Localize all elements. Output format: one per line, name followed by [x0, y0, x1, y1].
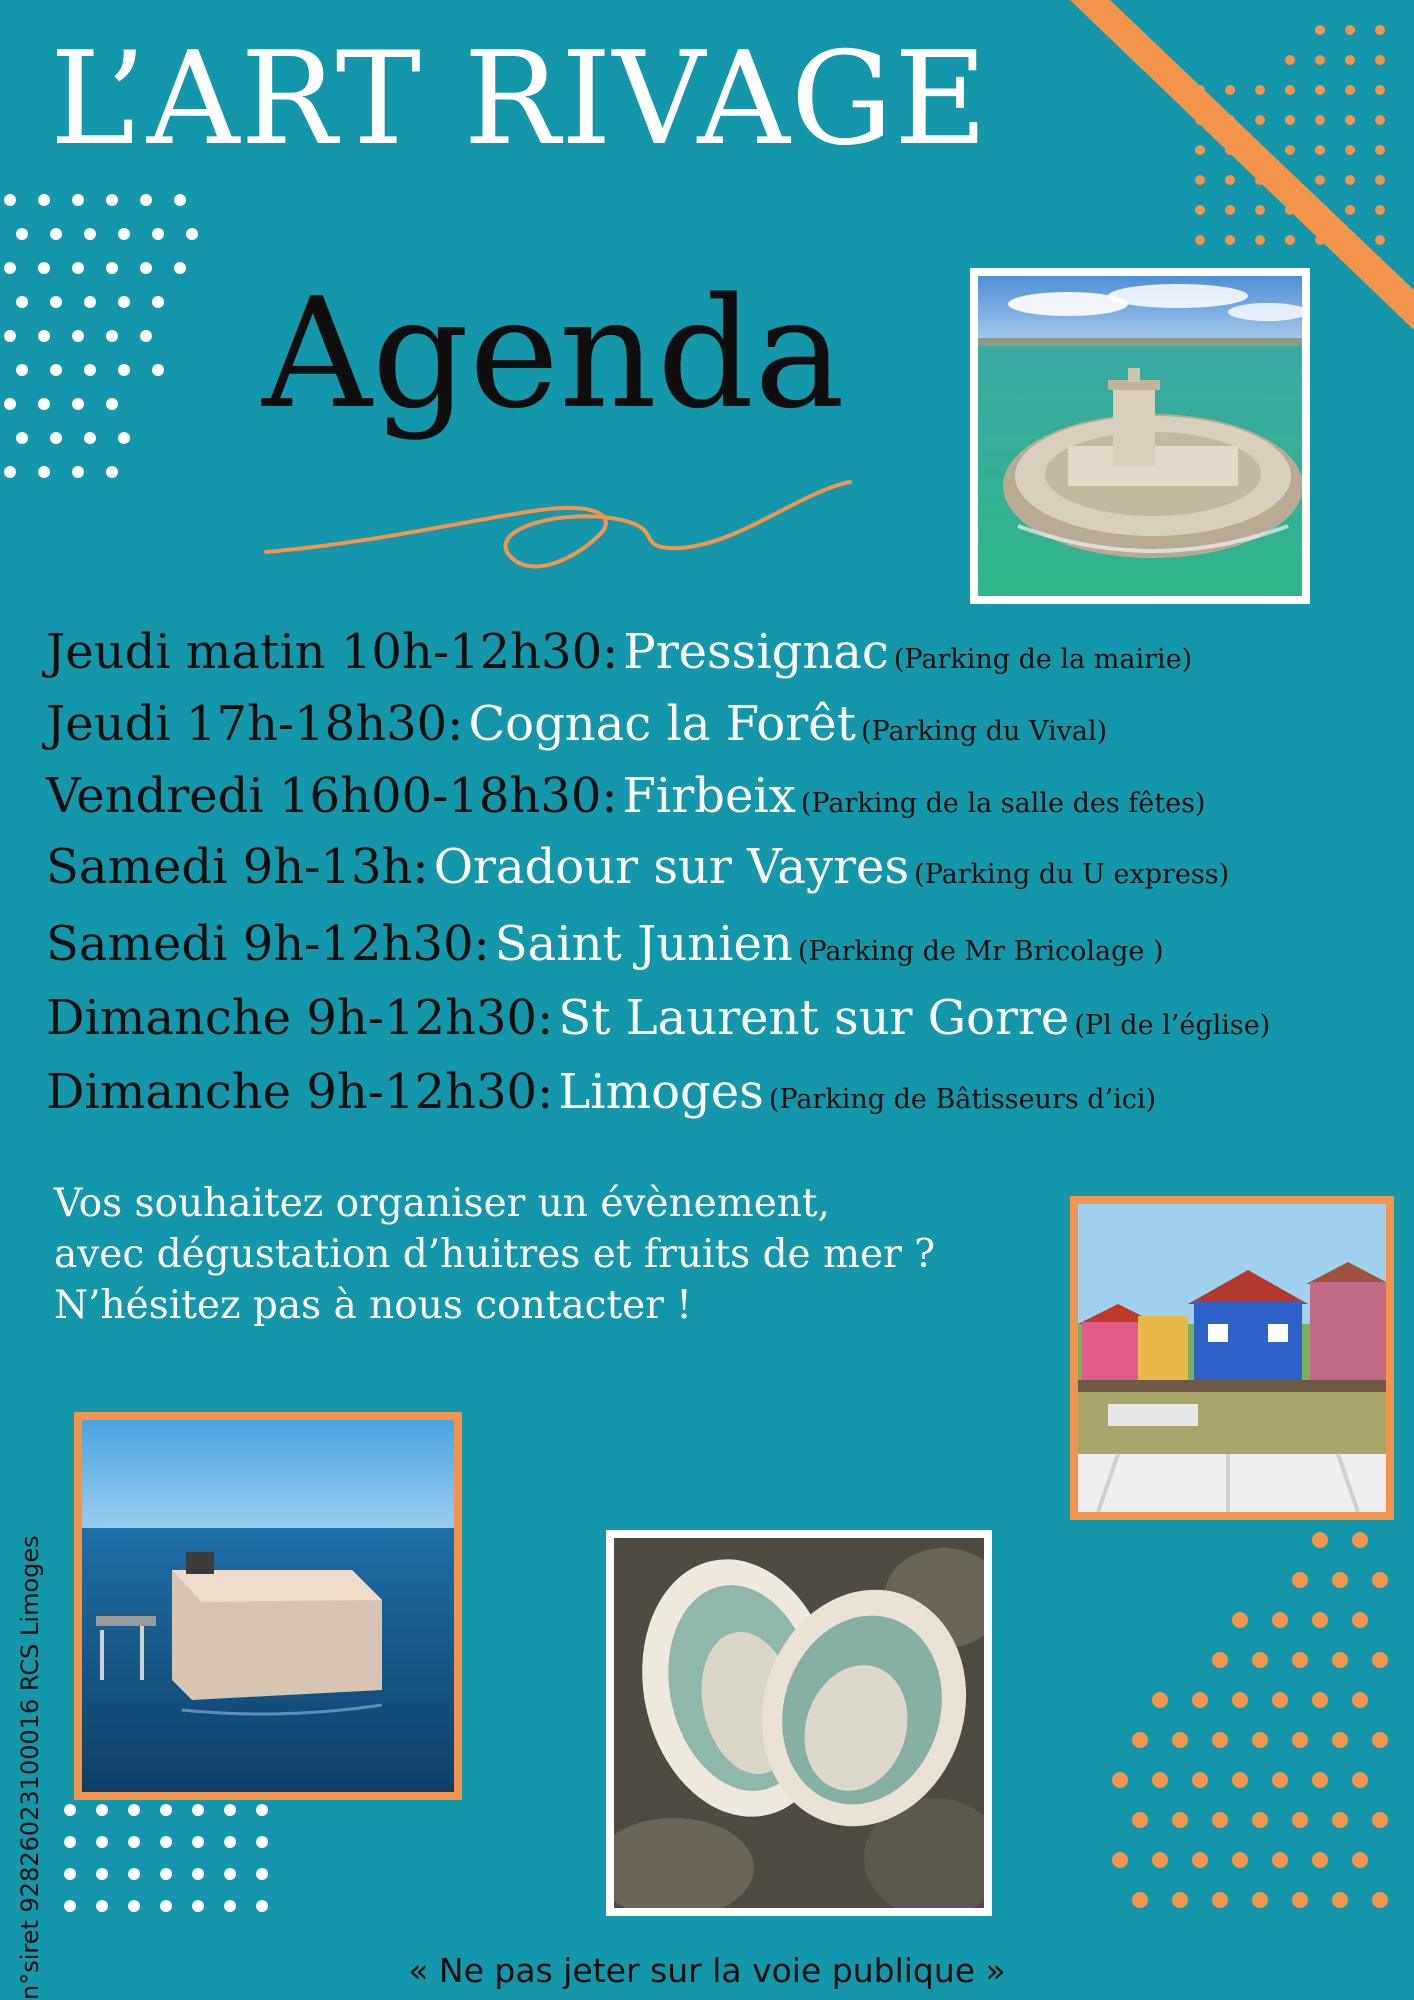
decorative-dot — [160, 1836, 172, 1848]
white-dot-pattern-bottom-left — [60, 1800, 300, 1950]
decorative-dot — [1255, 85, 1265, 95]
decorative-dot — [1375, 115, 1385, 125]
decorative-dot — [140, 194, 152, 206]
decorative-dot — [1352, 1612, 1368, 1628]
decorative-dot — [1345, 55, 1355, 65]
decorative-dot — [224, 1804, 236, 1816]
decorative-dot — [1332, 1812, 1348, 1828]
decorative-dot — [1232, 1692, 1248, 1708]
oysters-photo — [606, 1530, 992, 1916]
schedule-place: (Parking de la mairie) — [893, 644, 1193, 675]
decorative-dot — [72, 466, 84, 478]
decorative-dot — [1372, 1892, 1388, 1908]
invitation-line-3: N’hésitez pas à nous contacter ! — [54, 1283, 692, 1328]
schedule-place: (Parking du Vival) — [861, 716, 1108, 747]
decorative-dot — [1232, 1772, 1248, 1788]
decorative-dot — [64, 1900, 76, 1912]
schedule-row-5 — [46, 916, 1164, 972]
decorative-dot — [1212, 1892, 1228, 1908]
decorative-dot — [50, 228, 62, 240]
decorative-dot — [224, 1900, 236, 1912]
schedule-row-2 — [46, 696, 1108, 752]
decorative-dot — [72, 398, 84, 410]
white-dot-pattern-top-right — [1190, 20, 1414, 270]
decorative-dot — [1112, 1852, 1128, 1868]
decorative-dot — [1315, 115, 1325, 125]
decorative-dot — [16, 364, 28, 376]
decorative-dot — [38, 262, 50, 274]
decorative-dot — [1285, 115, 1295, 125]
decorative-dot — [4, 262, 16, 274]
schedule-place: (Pl de l’église) — [1074, 1010, 1271, 1041]
decorative-dot — [1372, 1732, 1388, 1748]
decorative-dot — [1252, 1812, 1268, 1828]
decorative-dot — [106, 330, 118, 342]
decorative-dot — [1195, 145, 1205, 155]
decorative-dot — [1232, 1612, 1248, 1628]
decorative-dot — [256, 1836, 268, 1848]
decorative-dot — [1152, 1772, 1168, 1788]
decorative-dot — [96, 1900, 108, 1912]
decorative-dot — [1375, 25, 1385, 35]
schedule-town: St Laurent sur Gorre — [558, 990, 1070, 1046]
schedule-town: Cognac la Forêt — [468, 696, 856, 752]
schedule-town: Firbeix — [622, 768, 796, 824]
decorative-dot — [1332, 1652, 1348, 1668]
decorative-dot — [1315, 235, 1325, 245]
decorative-dot — [1272, 1772, 1288, 1788]
decorative-dot — [128, 1836, 140, 1848]
decorative-dot — [1132, 1812, 1148, 1828]
decorative-dot — [1312, 1772, 1328, 1788]
decorative-dot — [1255, 205, 1265, 215]
siret-registration: n°siret 92826023100016 RCS Limoges — [16, 1535, 44, 2000]
decorative-dot — [1372, 1652, 1388, 1668]
decorative-dot — [1285, 55, 1295, 65]
decorative-dot — [1195, 235, 1205, 245]
decorative-dot — [1132, 1732, 1148, 1748]
decorative-dot — [38, 194, 50, 206]
decorative-dot — [140, 330, 152, 342]
decorative-dot — [1345, 25, 1355, 35]
decorative-dot — [64, 1836, 76, 1848]
decorative-dot — [174, 194, 186, 206]
decorative-dot — [1152, 1692, 1168, 1708]
decorative-dot — [1312, 1852, 1328, 1868]
decorative-dot — [96, 1804, 108, 1816]
schedule-place: (Parking de la salle des fêtes) — [800, 788, 1206, 819]
decorative-dot — [1292, 1652, 1308, 1668]
schedule-time: Jeudi 17h-18h30: — [46, 696, 464, 752]
decorative-dot — [256, 1900, 268, 1912]
decorative-dot — [84, 364, 96, 376]
schedule-row-6 — [46, 990, 1271, 1046]
decorative-dot — [1252, 1892, 1268, 1908]
decorative-dot — [192, 1836, 204, 1848]
decorative-dot — [128, 1868, 140, 1880]
decorative-dot — [96, 1836, 108, 1848]
decorative-dot — [1195, 205, 1205, 215]
decorative-dot — [1352, 1692, 1368, 1708]
decorative-dot — [192, 1900, 204, 1912]
decorative-dot — [1345, 175, 1355, 185]
schedule-time: Samedi 9h-12h30: — [46, 916, 490, 972]
decorative-dot — [38, 330, 50, 342]
decorative-dot — [1352, 1772, 1368, 1788]
decorative-dot — [1332, 1732, 1348, 1748]
decorative-dot — [84, 432, 96, 444]
orange-dot-pattern-bottom-right — [1110, 1530, 1414, 1970]
decorative-dot — [1272, 1692, 1288, 1708]
schedule-town: Saint Junien — [494, 916, 793, 972]
decorative-dot — [1332, 1572, 1348, 1588]
decorative-dot — [256, 1868, 268, 1880]
schedule-row-7 — [46, 1064, 1157, 1120]
invitation-line-2: avec dégustation d’huitres et fruits de mer ? — [54, 1232, 936, 1277]
decorative-dot — [186, 228, 198, 240]
decorative-dot — [128, 1900, 140, 1912]
decorative-dot — [38, 466, 50, 478]
decorative-dot — [1225, 115, 1235, 125]
decorative-dot — [72, 194, 84, 206]
decorative-dot — [50, 364, 62, 376]
decorative-dot — [118, 432, 130, 444]
decorative-dot — [1225, 175, 1235, 185]
decorative-dot — [160, 1900, 172, 1912]
decorative-dot — [4, 466, 16, 478]
decorative-dot — [1285, 145, 1295, 155]
fort-boyard-photo — [74, 1412, 462, 1800]
decorative-dot — [118, 364, 130, 376]
decorative-dot — [1192, 1692, 1208, 1708]
decorative-dot — [64, 1868, 76, 1880]
decorative-dot — [256, 1804, 268, 1816]
decorative-dot — [1195, 175, 1205, 185]
decorative-dot — [1332, 1892, 1348, 1908]
schedule-row-1 — [46, 624, 1193, 680]
decorative-dot — [72, 262, 84, 274]
decorative-dot — [16, 228, 28, 240]
orange-wave-flourish — [260, 470, 860, 580]
decorative-dot — [1192, 1852, 1208, 1868]
decorative-dot — [1352, 1852, 1368, 1868]
decorative-dot — [1272, 1852, 1288, 1868]
brand-title: L’ART RIVAGE — [50, 25, 989, 174]
decorative-dot — [1195, 115, 1205, 125]
decorative-dot — [1312, 1612, 1328, 1628]
decorative-dot — [1315, 55, 1325, 65]
decorative-dot — [72, 330, 84, 342]
schedule-row-4 — [46, 839, 1230, 895]
decorative-dot — [1292, 1732, 1308, 1748]
fort-louvois-photo — [970, 268, 1310, 604]
decorative-dot — [152, 296, 164, 308]
decorative-dot — [1212, 1812, 1228, 1828]
decorative-dot — [1292, 1812, 1308, 1828]
decorative-dot — [4, 330, 16, 342]
decorative-dot — [1212, 1732, 1228, 1748]
decorative-dot — [84, 296, 96, 308]
event-invitation — [54, 1178, 935, 1331]
decorative-dot — [1172, 1812, 1188, 1828]
decorative-dot — [160, 1868, 172, 1880]
schedule-place: (Parking de Mr Bricolage ) — [797, 936, 1164, 967]
decorative-dot — [1172, 1732, 1188, 1748]
decorative-dot — [1345, 85, 1355, 95]
decorative-dot — [1375, 205, 1385, 215]
decorative-dot — [128, 1804, 140, 1816]
decorative-dot — [1255, 145, 1265, 155]
white-dot-pattern-left — [0, 190, 200, 540]
decorative-dot — [1252, 1732, 1268, 1748]
decorative-dot — [1315, 145, 1325, 155]
decorative-dot — [64, 1804, 76, 1816]
decorative-dot — [1315, 175, 1325, 185]
decorative-dot — [192, 1804, 204, 1816]
oyster-huts-photo — [1070, 1196, 1394, 1520]
decorative-dot — [1312, 1532, 1328, 1548]
schedule-time: Vendredi 16h00-18h30: — [46, 768, 618, 824]
decorative-dot — [106, 194, 118, 206]
decorative-dot — [1225, 205, 1235, 215]
decorative-dot — [1315, 85, 1325, 95]
schedule-time: Dimanche 9h-12h30: — [46, 1064, 554, 1120]
invitation-line-1: Vos souhaitez organiser un évènement, — [54, 1181, 830, 1226]
decorative-dot — [1152, 1852, 1168, 1868]
footer-notice: « Ne pas jeter sur la voie publique » — [408, 1951, 1006, 1990]
decorative-dot — [174, 262, 186, 274]
decorative-dot — [1345, 235, 1355, 245]
schedule-time: Dimanche 9h-12h30: — [46, 990, 554, 1046]
decorative-dot — [1285, 235, 1295, 245]
decorative-dot — [224, 1836, 236, 1848]
decorative-dot — [1292, 1892, 1308, 1908]
decorative-dot — [1112, 1772, 1128, 1788]
decorative-dot — [152, 228, 164, 240]
decorative-dot — [1375, 85, 1385, 95]
decorative-dot — [1252, 1652, 1268, 1668]
decorative-dot — [1172, 1892, 1188, 1908]
schedule-town: Limoges — [558, 1064, 764, 1120]
decorative-dot — [1232, 1852, 1248, 1868]
decorative-dot — [1225, 145, 1235, 155]
decorative-dot — [192, 1868, 204, 1880]
decorative-dot — [106, 466, 118, 478]
decorative-dot — [1315, 205, 1325, 215]
schedule-town: Pressignac — [623, 624, 889, 680]
decorative-dot — [1212, 1652, 1228, 1668]
decorative-dot — [38, 398, 50, 410]
decorative-dot — [84, 228, 96, 240]
decorative-dot — [1372, 1572, 1388, 1588]
schedule-place: (Parking du U express) — [914, 859, 1230, 890]
decorative-dot — [16, 296, 28, 308]
decorative-dot — [4, 398, 16, 410]
decorative-dot — [224, 1868, 236, 1880]
decorative-dot — [1372, 1812, 1388, 1828]
decorative-dot — [118, 296, 130, 308]
decorative-dot — [16, 432, 28, 444]
decorative-dot — [1132, 1892, 1148, 1908]
decorative-dot — [1192, 1772, 1208, 1788]
agenda-heading: Agenda — [262, 265, 845, 442]
decorative-dot — [1345, 145, 1355, 155]
decorative-dot — [1225, 85, 1235, 95]
decorative-dot — [106, 398, 118, 410]
schedule-town: Oradour sur Vayres — [433, 839, 910, 895]
decorative-dot — [1225, 235, 1235, 245]
decorative-dot — [1375, 175, 1385, 185]
schedule-place: (Parking de Bâtisseurs d’ici) — [768, 1084, 1157, 1115]
decorative-dot — [1352, 1532, 1368, 1548]
decorative-dot — [152, 364, 164, 376]
decorative-dot — [1345, 205, 1355, 215]
decorative-dot — [140, 262, 152, 274]
decorative-dot — [1285, 175, 1295, 185]
decorative-dot — [1345, 115, 1355, 125]
decorative-dot — [1375, 235, 1385, 245]
decorative-dot — [1375, 55, 1385, 65]
decorative-dot — [1312, 1692, 1328, 1708]
decorative-dot — [1255, 235, 1265, 245]
decorative-dot — [50, 432, 62, 444]
decorative-dot — [160, 1804, 172, 1816]
decorative-dot — [4, 194, 16, 206]
decorative-dot — [1375, 145, 1385, 155]
decorative-dot — [118, 228, 130, 240]
decorative-dot — [1285, 85, 1295, 95]
decorative-dot — [1255, 115, 1265, 125]
decorative-dot — [50, 296, 62, 308]
decorative-dot — [1285, 205, 1295, 215]
decorative-dot — [1255, 175, 1265, 185]
decorative-dot — [1272, 1612, 1288, 1628]
schedule-time: Jeudi matin 10h-12h30: — [46, 624, 619, 680]
decorative-dot — [1315, 25, 1325, 35]
decorative-dot — [96, 1868, 108, 1880]
decorative-dot — [106, 262, 118, 274]
decorative-dot — [1195, 85, 1205, 95]
decorative-dot — [1292, 1572, 1308, 1588]
schedule-time: Samedi 9h-13h: — [46, 839, 429, 895]
schedule-row-3 — [46, 768, 1206, 824]
